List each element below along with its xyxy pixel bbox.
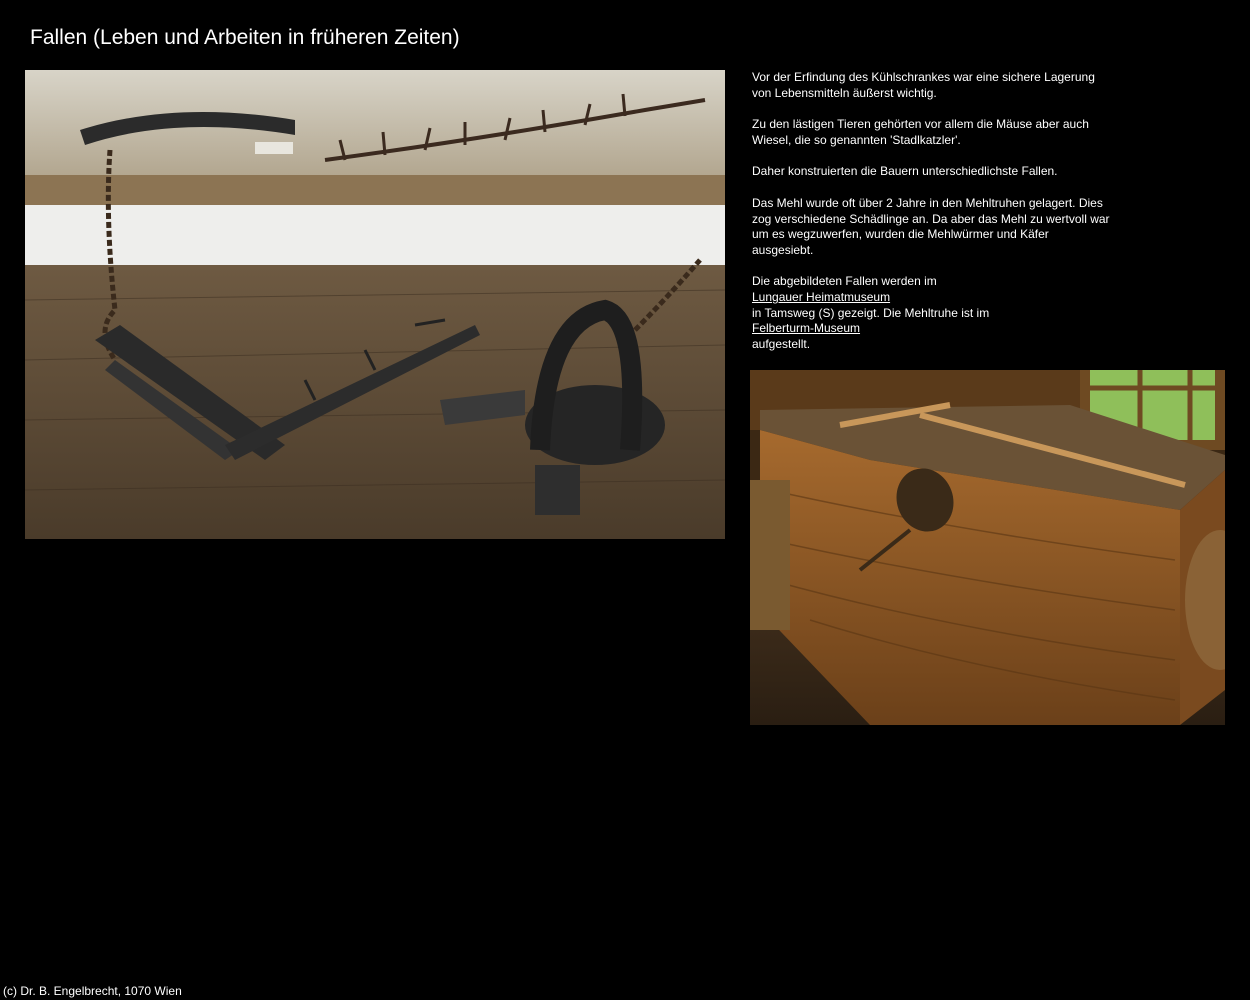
- museums-end: aufgestellt.: [752, 336, 811, 351]
- museums-middle: in Tamsweg (S) gezeigt. Die Mehltruhe ist im: [752, 305, 990, 320]
- copyright-footer: (c) Dr. B. Engelbrecht, 1070 Wien: [3, 984, 182, 998]
- paragraph-refrigerator: Vor der Erfindung des Kühlschrankes war eine sichere Lagerung von Lebensmitteln äußerst wichtig.: [752, 70, 1095, 100]
- link-felberturm-museum[interactable]: Felberturm-Museum: [752, 321, 861, 336]
- description-text: [752, 70, 1112, 368]
- flour-chest-photo: [750, 370, 1225, 725]
- paragraph-traps: Daher konstruierten die Bauern unterschiedlichste Fallen.: [752, 164, 1058, 179]
- paragraph-pests: Zu den lästigen Tieren gehörten vor allem die Mäuse aber auch Wiesel, die so genannten 'Stadlkatzler'.: [752, 117, 1089, 147]
- link-lungauer-heimatmuseum[interactable]: Lungauer Heimatmuseum: [752, 289, 891, 304]
- museums-intro: Die abgebildeten Fallen werden im: [752, 274, 937, 289]
- paragraph-museums: [752, 274, 1112, 352]
- traps-photo: [25, 70, 725, 539]
- page-title: Fallen (Leben und Arbeiten in früheren Zeiten): [30, 26, 460, 49]
- paragraph-flour: Das Mehl wurde oft über 2 Jahre in den Mehltruhen gelagert. Dies zog verschiedene Schädlinge an. Da aber das Mehl zu wertvoll war um es wegzuwerfen, wurden die Mehlwürmer und Käfer ausgesiebt.: [752, 195, 1110, 257]
